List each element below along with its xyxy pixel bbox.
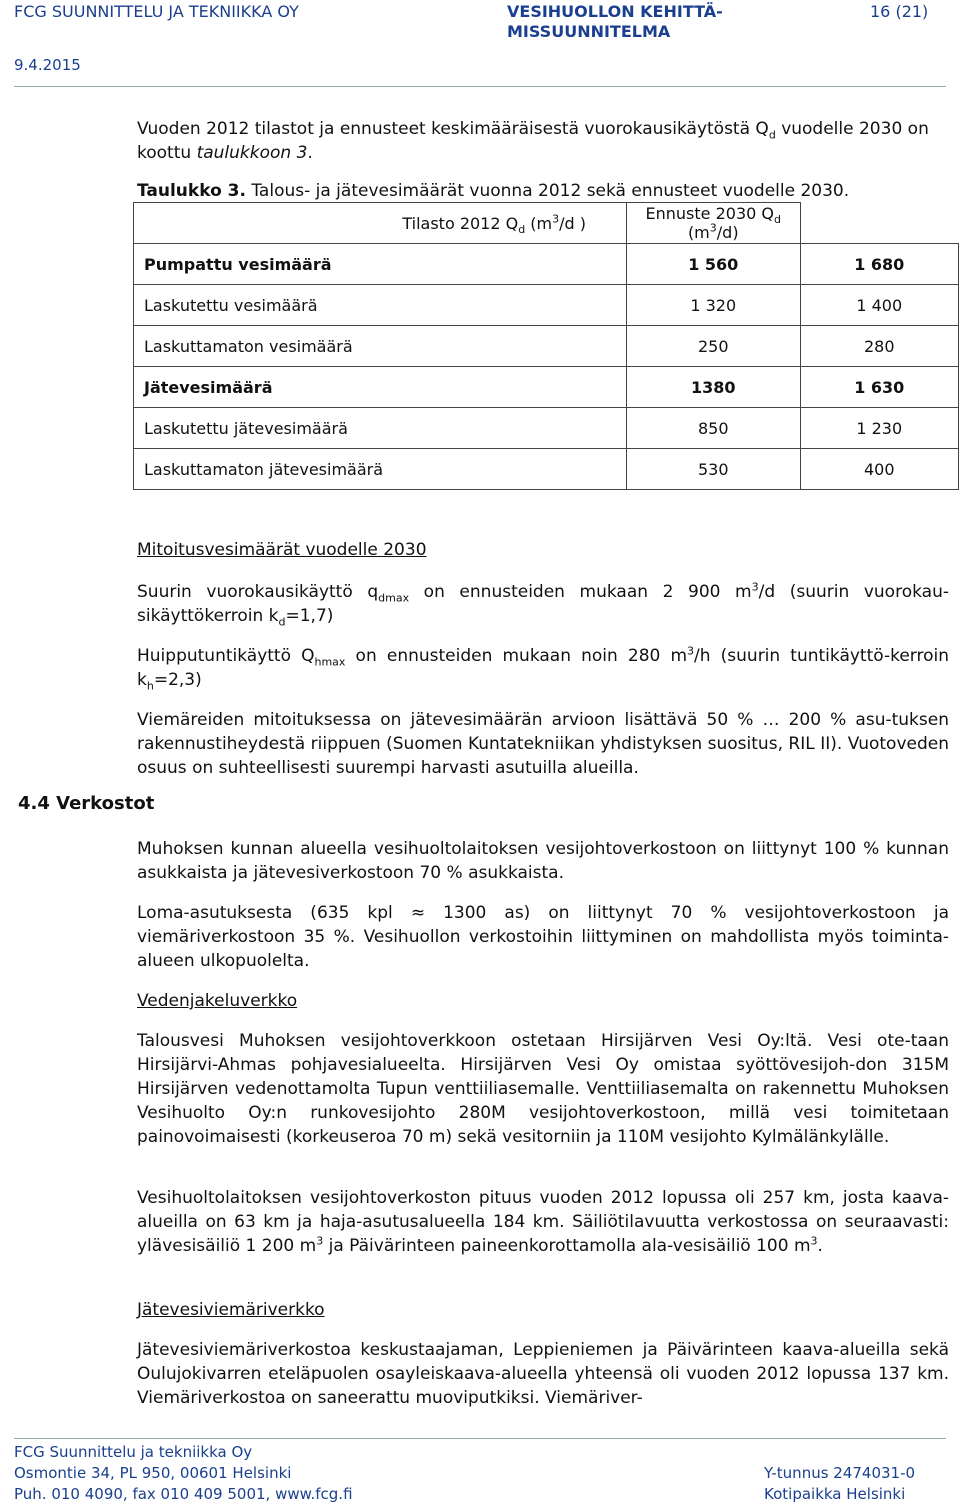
row-label: Laskuttamaton vesimäärä xyxy=(134,326,627,367)
footer-ytunnus: Y-tunnus 2474031-0 xyxy=(764,1464,916,1482)
subheading-jatevesiviemariverkko: Jätevesiviemäriverkko xyxy=(137,1300,325,1320)
footer-address: Osmontie 34, PL 950, 00601 Helsinki xyxy=(14,1464,292,1482)
table-row xyxy=(134,244,959,285)
table-caption: Taulukko 3. Talous- ja jätevesimäärät vuonna 2012 sekä ennusteet vuodelle 2030. xyxy=(137,181,850,201)
table-row xyxy=(134,449,959,490)
row-value-2030: 1 230 xyxy=(800,408,959,449)
header-company: FCG SUUNNITTELU JA TEKNIIKKA OY xyxy=(14,2,299,21)
table-header-forecast: Ennuste 2030 $Q_d$ $(m^3/d)$ xyxy=(627,203,801,244)
section-paragraph-1: Muhoksen kunnan alueella vesihuoltolaitoksen vesijohtoverkostoon on liittynyt 100 % kunnan asukkaista ja jätevesiverkostoon 70 % asukkaista. xyxy=(137,839,949,883)
row-value-2012: 1 560 xyxy=(627,244,801,285)
table-row xyxy=(134,326,959,367)
row-label: Pumpattu vesimäärä xyxy=(134,244,627,285)
table-row xyxy=(134,285,959,326)
page-header xyxy=(0,0,960,88)
row-value-2030: 1 630 xyxy=(800,367,959,408)
subheading-vedenjakeluverkko: Vedenjakeluverkko xyxy=(137,991,298,1011)
header-date: 9.4.2015 xyxy=(14,56,81,74)
table-row xyxy=(134,408,959,449)
section-paragraph-3: Talousvesi Muhoksen vesijohtoverkkoon ostetaan Hirsijärven Vesi Oy:ltä. Vesi ote-taan Hirsijärvi-Ahmas pohjavesialueelta. Hirsijärven Vesi Oy omistaa syöttövesijoh-don 315M Hirsijärven vedenottamolta Tupun venttiiliasemalle. Venttiiliasemalta on rakennettu Muhoksen Vesihuolto Oy:n runkovesijohto 280M vesijohtoverkostoon, millä vesi toimitetaan painovoimaisesti (korkeuseroa 70 m) sekä vesitorniin ja 110M vesijohto Kylmälänkylälle. xyxy=(137,1031,949,1147)
footer-kotipaikka: Kotipaikka Helsinki xyxy=(764,1485,906,1503)
table-reference: taulukkoon 3 xyxy=(196,143,308,163)
row-label: Laskuttamaton jätevesimäärä xyxy=(134,449,627,490)
footer-divider xyxy=(14,1438,946,1439)
intro-paragraph: Vuoden 2012 tilastot ja ennusteet keskimääräisestä vuorokausikäytöstä $Q_d$ vuodelle 2030 on koottu taulukkoon 3. xyxy=(137,119,929,163)
row-value-2012: 530 xyxy=(627,449,801,490)
table-row xyxy=(134,367,959,408)
section-paragraph-4: Vesihuoltolaitoksen vesijohtoverkoston pituus vuoden 2012 lopussa oli 257 km, josta kaava-alueilla on 63 km ja haja-asutusalueella 184 km. Säiliötilavuutta verkostossa on seuraavasti: ylävesisäiliö 1 200 $m^3$ ja Päivärinteen paineenkorottamolla ala-vesisäiliö 100 $m^3$. xyxy=(137,1188,949,1256)
row-label: Jätevesimäärä xyxy=(134,367,627,408)
section-paragraph-2: Loma-asutuksesta (635 kpl ≈ 1300 as) on liittynyt 70 % vesijohtoverkostoon ja viemäriverkostoon 35 %. Vesihuollon verkostoihin liittyminen on mahdollista myös toiminta-alueen ulkopuolelta. xyxy=(137,903,949,971)
row-value-2030: 1 680 xyxy=(800,244,959,285)
mitoitus-paragraph-3: Viemäreiden mitoituksessa on jätevesimäärän arvioon lisättävä 50 % … 200 % asu-tuksen rakennustiheydestä riippuen (Suomen Kuntatekniikan yhdistyksen suositus, RIL II). Vuotoveden osuus on suhteellisesti suurempi harvasti asutuilla alueilla. xyxy=(137,710,949,778)
water-volume-table xyxy=(133,202,959,490)
header-doc-title-line2: MISSUUNNITELMA xyxy=(507,22,671,41)
header-doc-title xyxy=(507,2,723,42)
row-value-2030: 400 xyxy=(800,449,959,490)
row-value-2030: 1 400 xyxy=(800,285,959,326)
row-label: Laskutettu vesimäärä xyxy=(134,285,627,326)
row-value-2012: 1380 xyxy=(627,367,801,408)
section-paragraph-5: Jätevesiviemäriverkostoa keskustaajaman, Leppieniemen ja Päivärinteen kaava-alueilla sekä Oulujokivarren eteläpuolen osayleiskaava-alueella yhteensä oli vuoden 2012 lopussa 137 km. Viemäriverkostoa on saneerattu muoviputkiksi. Viemäriver- xyxy=(137,1340,949,1408)
row-value-2012: 850 xyxy=(627,408,801,449)
row-value-2030: 280 xyxy=(800,326,959,367)
section-heading: 4.4 Verkostot xyxy=(18,793,155,814)
mitoitus-paragraph-2: Huipputuntikäyttö $Q_{hmax}$ on ennusteiden mukaan noin 280 $m^3/h$ (suurin tuntikäyttö-kerroin $k_h=2,3$) xyxy=(137,644,950,693)
mitoitus-heading: Mitoitusvesimäärät vuodelle 2030 xyxy=(137,540,427,560)
page-footer xyxy=(14,1438,946,1503)
row-value-2012: 1 320 xyxy=(627,285,801,326)
table-header-row xyxy=(134,203,959,244)
header-divider xyxy=(14,86,946,87)
row-label: Laskutettu jätevesimäärä xyxy=(134,408,627,449)
row-value-2012: 250 xyxy=(627,326,801,367)
footer-phone: Puh. 010 4090, fax 010 409 5001, www.fcg.fi xyxy=(14,1485,353,1503)
table-header-empty: Tilasto 2012 $Q_d$ ($m^3/d$ ) xyxy=(134,203,627,244)
header-page-number: 16 (21) xyxy=(870,2,929,21)
mitoitus-paragraph-1: Suurin vuorokausikäyttö $q_{dmax}$ on ennusteiden mukaan 2 900 $m^3/d$ (suurin vuorokau-sikäyttökerroin $k_d=1,7$) xyxy=(137,580,949,629)
header-doc-title-line1: VESIHUOLLON KEHITTÄ- xyxy=(507,2,723,21)
footer-company: FCG Suunnittelu ja tekniikka Oy xyxy=(14,1443,253,1461)
